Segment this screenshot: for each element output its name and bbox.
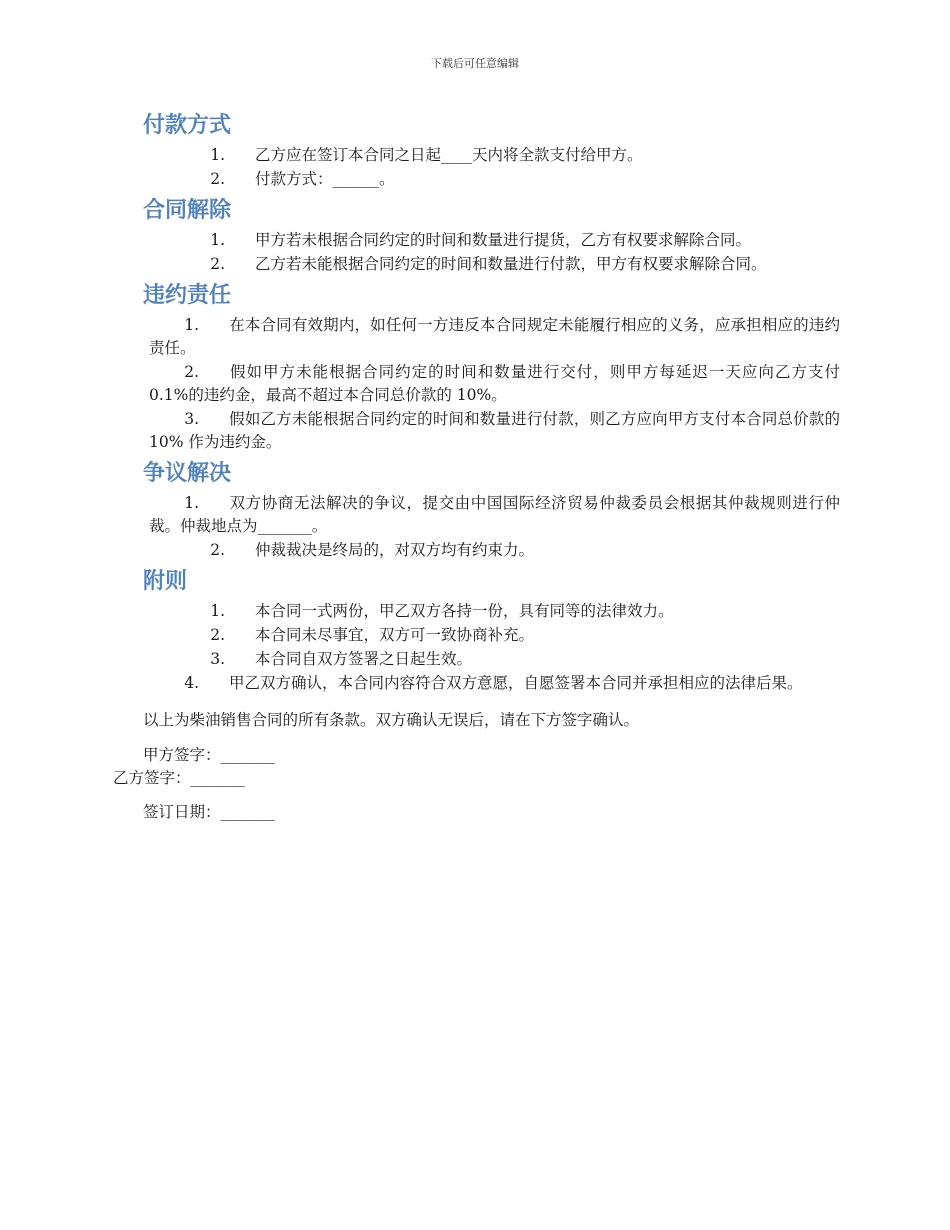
- item-number: 3.: [210, 650, 225, 668]
- section-liability: [143, 282, 840, 454]
- item-number: 2.: [210, 255, 225, 273]
- list-item: [143, 361, 840, 407]
- list-item: [143, 648, 840, 671]
- item-number: 1.: [184, 494, 199, 512]
- section-heading: 附则: [143, 569, 188, 594]
- section-heading: 违约责任: [143, 283, 232, 308]
- section-heading: 合同解除: [143, 198, 232, 223]
- item-text: 本合同自双方签署之日起生效。: [255, 650, 473, 668]
- item-text: 本合同未尽事宜，双方可一致协商补充。: [255, 626, 535, 644]
- list-item: [143, 144, 840, 167]
- item-number: 2.: [184, 363, 199, 381]
- list-item: [143, 314, 840, 360]
- item-number: 2.: [210, 626, 225, 644]
- list-item: [143, 672, 840, 695]
- item-number: 3.: [184, 410, 199, 428]
- item-text: 假如甲方未能根据合同约定的时间和数量进行交付，则甲方每延迟一天应向乙方支付 0.1%的违约金，最高不超过本合同总价款的 10%。: [149, 363, 840, 404]
- list-item: [143, 168, 840, 191]
- section-heading: 争议解决: [143, 461, 232, 486]
- item-text: 双方协商无法解决的争议，提交由中国国际经济贸易仲裁委员会根据其仲裁规则进行仲裁。仲裁地点为_______。: [149, 494, 840, 535]
- section-heading: 付款方式: [143, 113, 232, 138]
- party-b-signature: 乙方签字：_______: [113, 769, 245, 787]
- item-text: 乙方应在签订本合同之日起____天内将全款支付给甲方。: [255, 146, 643, 164]
- section-payment: [143, 112, 840, 191]
- list-item: [143, 229, 840, 252]
- list-item: [143, 624, 840, 647]
- closing-summary: 以上为柴油销售合同的所有条款。双方确认无误后，请在下方签字确认。: [143, 711, 640, 729]
- list-item: [143, 600, 840, 623]
- signing-date: 签订日期：_______: [143, 803, 275, 821]
- item-number: 2.: [210, 541, 225, 559]
- item-number: 1.: [184, 316, 199, 334]
- list-item: [143, 408, 840, 454]
- item-text: 假如乙方未能根据合同约定的时间和数量进行付款，则乙方应向甲方支付本合同总价款的 10% 作为违约金。: [149, 410, 840, 451]
- item-text: 在本合同有效期内，如任何一方违反本合同规定未能履行相应的义务，应承担相应的违约责任。: [149, 316, 840, 357]
- item-text: 乙方若未能根据合同约定的时间和数量进行付款，甲方有权要求解除合同。: [255, 255, 767, 273]
- section-termination: [143, 197, 840, 276]
- document-body: [113, 112, 840, 824]
- section-supplementary: [143, 568, 840, 695]
- item-number: 1.: [210, 231, 225, 249]
- item-text: 仲裁裁决是终局的，对双方均有约束力。: [255, 541, 535, 559]
- section-dispute: [143, 460, 840, 562]
- item-number: 4.: [184, 674, 199, 692]
- item-number: 1.: [210, 602, 225, 620]
- item-number: 2.: [210, 170, 225, 188]
- list-item: [143, 492, 840, 538]
- item-text: 本合同一式两份，甲乙双方各持一份，具有同等的法律效力。: [255, 602, 674, 620]
- item-text: 甲方若未根据合同约定的时间和数量进行提货，乙方有权要求解除合同。: [255, 231, 752, 249]
- page-header: 下载后可任意编辑: [431, 57, 519, 70]
- list-item: [143, 539, 840, 562]
- item-number: 1.: [210, 146, 225, 164]
- item-text: 付款方式：______。: [255, 170, 395, 188]
- party-a-signature: 甲方签字：_______: [143, 746, 275, 764]
- list-item: [143, 253, 840, 276]
- item-text: 甲乙双方确认，本合同内容符合双方意愿，自愿签署本合同并承担相应的法律后果。: [229, 674, 803, 692]
